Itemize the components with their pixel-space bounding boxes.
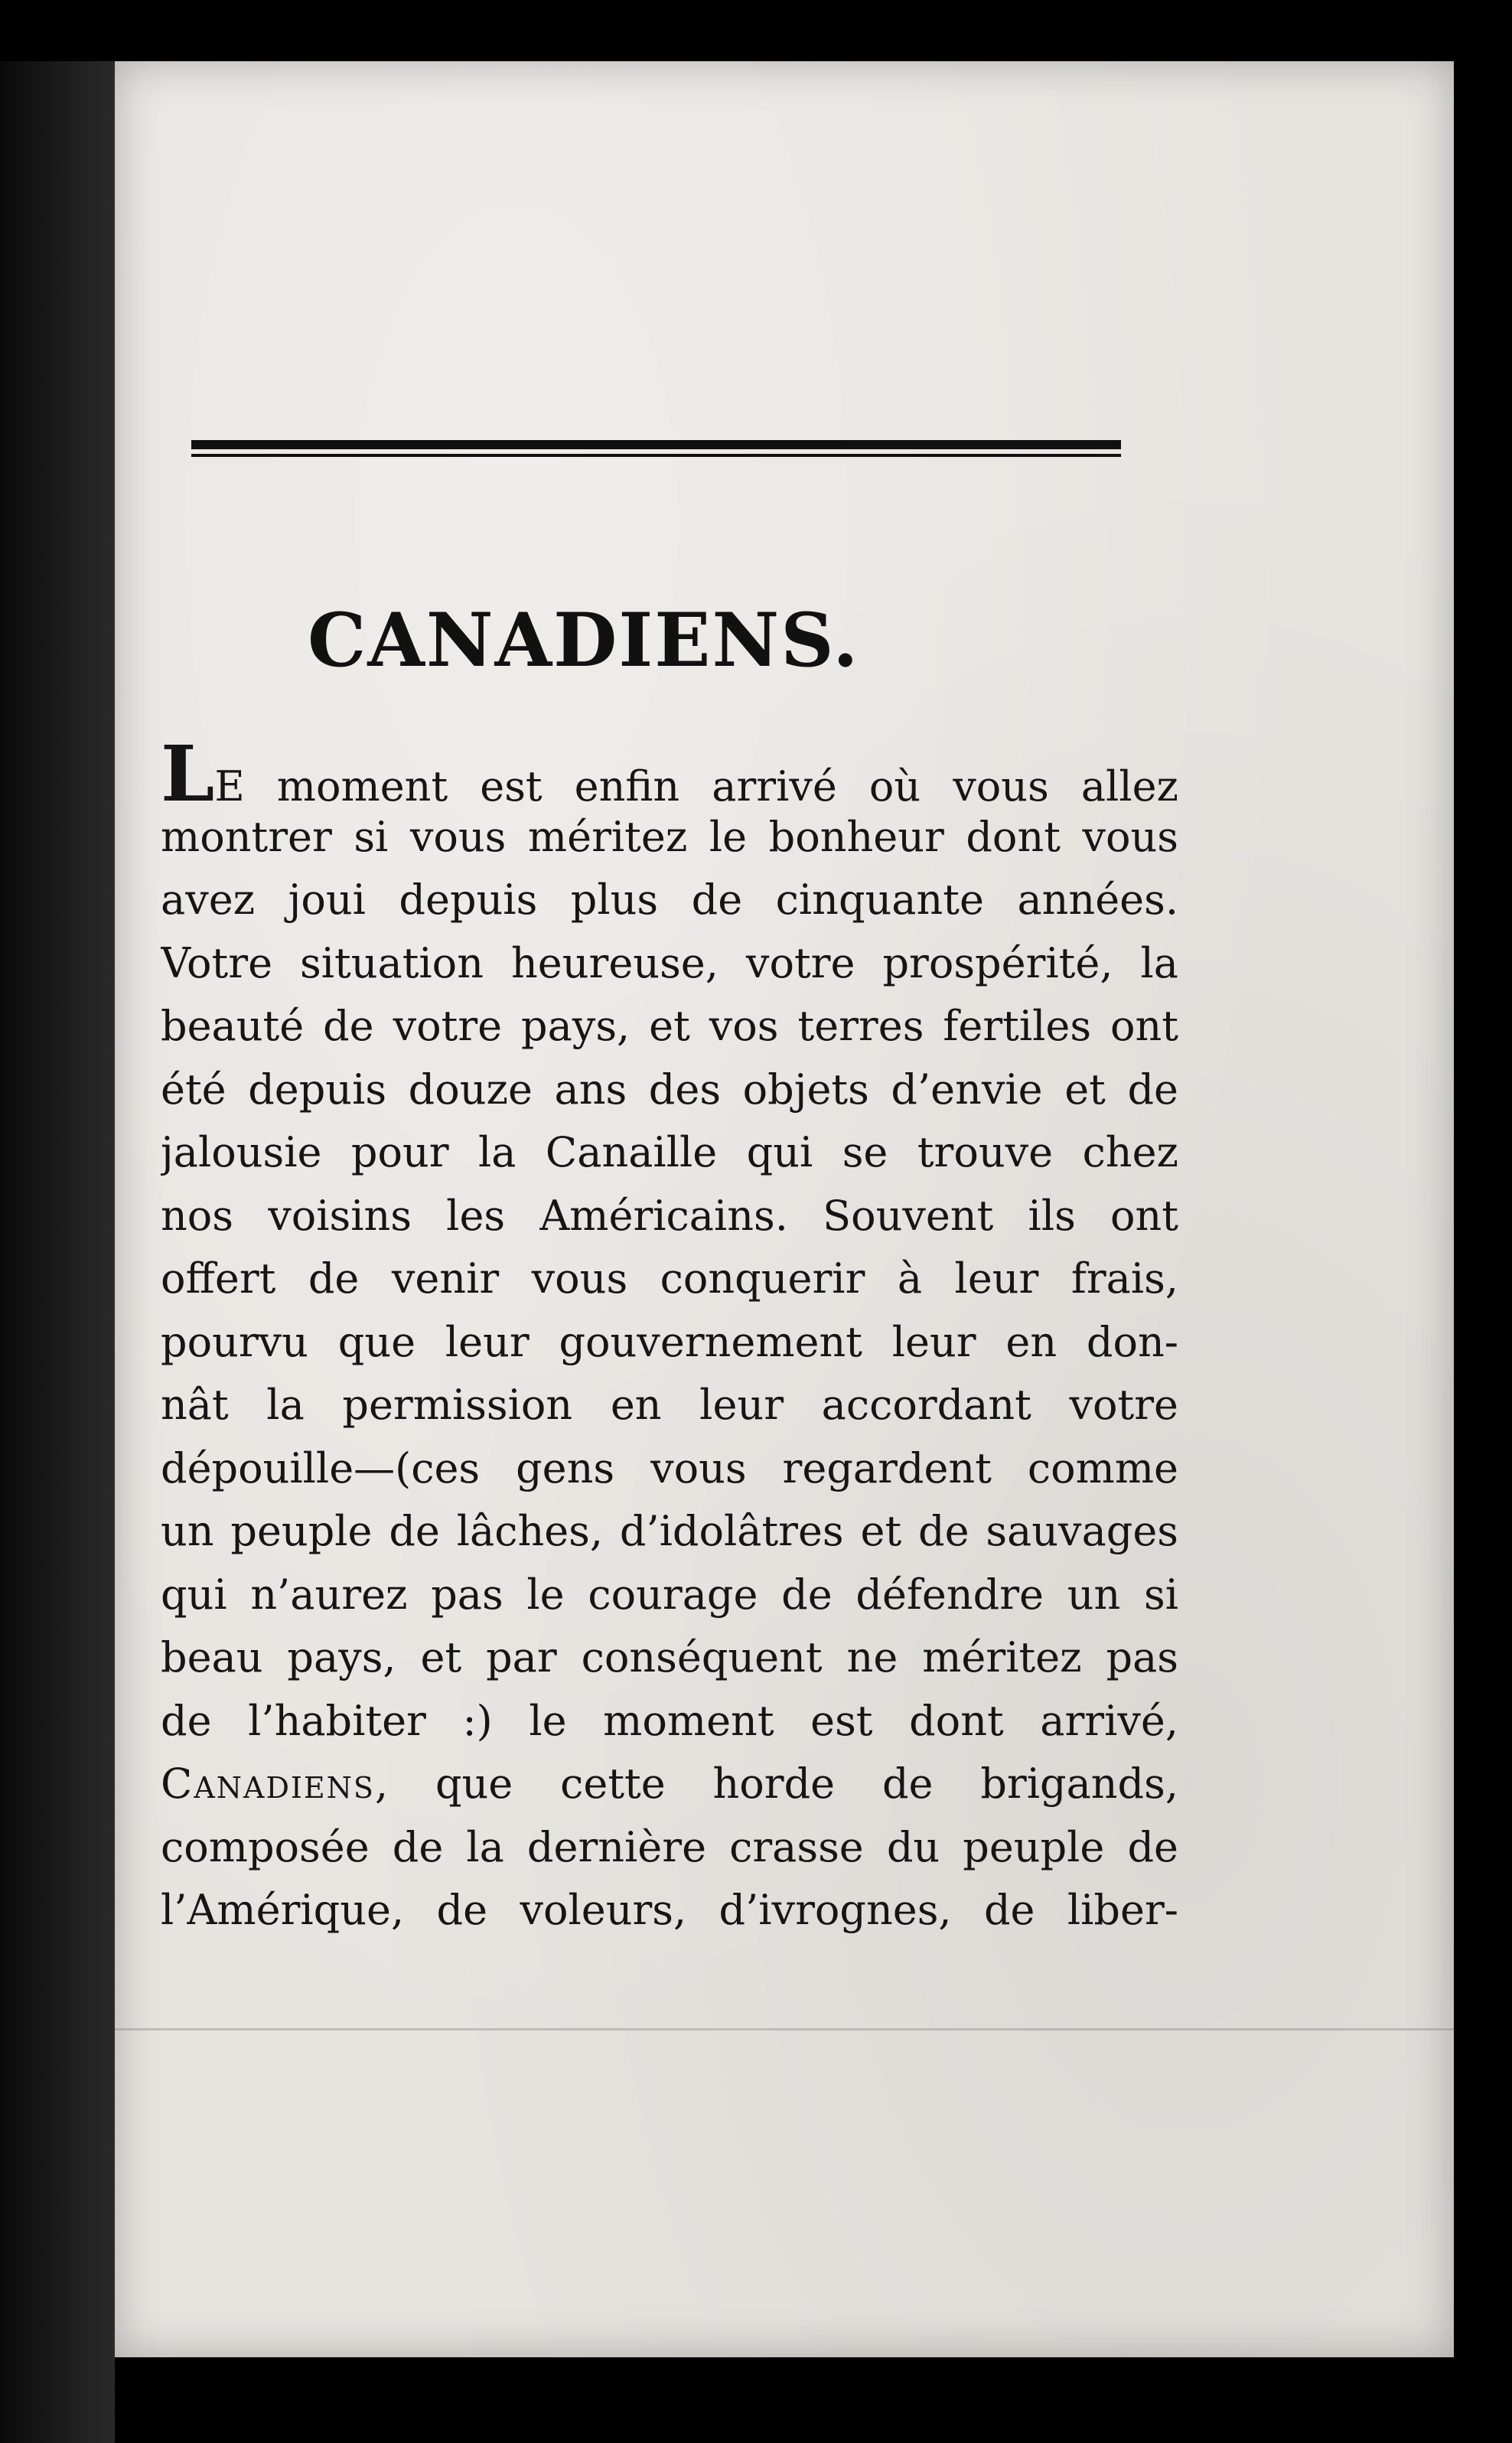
- text-line-8: nos voisins les Américains. Souvent ils ont: [161, 1191, 1178, 1240]
- book-binding-edge: [0, 61, 115, 2443]
- text-line-6: été depuis douze ans des objets d’envie et de: [161, 1065, 1178, 1114]
- text-line-7: jalousie pour la Canaille qui se trouve chez: [161, 1128, 1178, 1176]
- text-line-3: avez joui depuis plus de cinquante années.: [161, 876, 1178, 924]
- header-rule-thick: [191, 440, 1121, 449]
- drop-cap: L: [161, 742, 215, 806]
- text-line-5: beauté de votre pays, et vos terres fertiles ont: [161, 1002, 1178, 1050]
- text-line-15: beau pays, et par conséquent ne méritez pas: [161, 1633, 1178, 1681]
- text-line-10: pourvu que leur gouvernement leur en don-: [161, 1317, 1178, 1366]
- text-line-4: Votre situation heureuse, votre prospérité, la: [161, 938, 1178, 987]
- body-text: [161, 742, 1178, 1942]
- text-line-12: dépouille—(ces gens vous regardent comme: [161, 1443, 1178, 1492]
- smallcaps-canadiens: Canadiens: [161, 1760, 375, 1808]
- text-line-11: nât la permission en leur accordant votre: [161, 1381, 1178, 1429]
- text-line-19: l’Amérique, de voleurs, d’ivrognes, de liber-: [161, 1886, 1178, 1934]
- header-rule-thin: [191, 454, 1121, 457]
- page-title: CANADIENS.: [308, 597, 860, 683]
- text-line-9: offert de venir vous conquerir à leur frais,: [161, 1254, 1178, 1303]
- text-line-1: [161, 742, 1178, 806]
- text-line-17-rest: , que cette horde de brigands,: [374, 1760, 1178, 1808]
- text-line-16: de l’habiter :) le moment est dont arrivé,: [161, 1696, 1178, 1745]
- text-line-2: montrer si vous méritez le bonheur dont vous: [161, 812, 1178, 861]
- text-line-17: [161, 1753, 1178, 1816]
- document-page: [115, 61, 1454, 2357]
- text-line-13: un peuple de lâches, d’idolâtres et de sauvages: [161, 1507, 1178, 1555]
- text-line-18: composée de la dernière crasse du peuple de: [161, 1822, 1178, 1871]
- text-line-1-rest: E moment est enfin arrivé où vous allez: [214, 762, 1178, 806]
- text-line-14: qui n’aurez pas le courage de défendre un si: [161, 1570, 1178, 1619]
